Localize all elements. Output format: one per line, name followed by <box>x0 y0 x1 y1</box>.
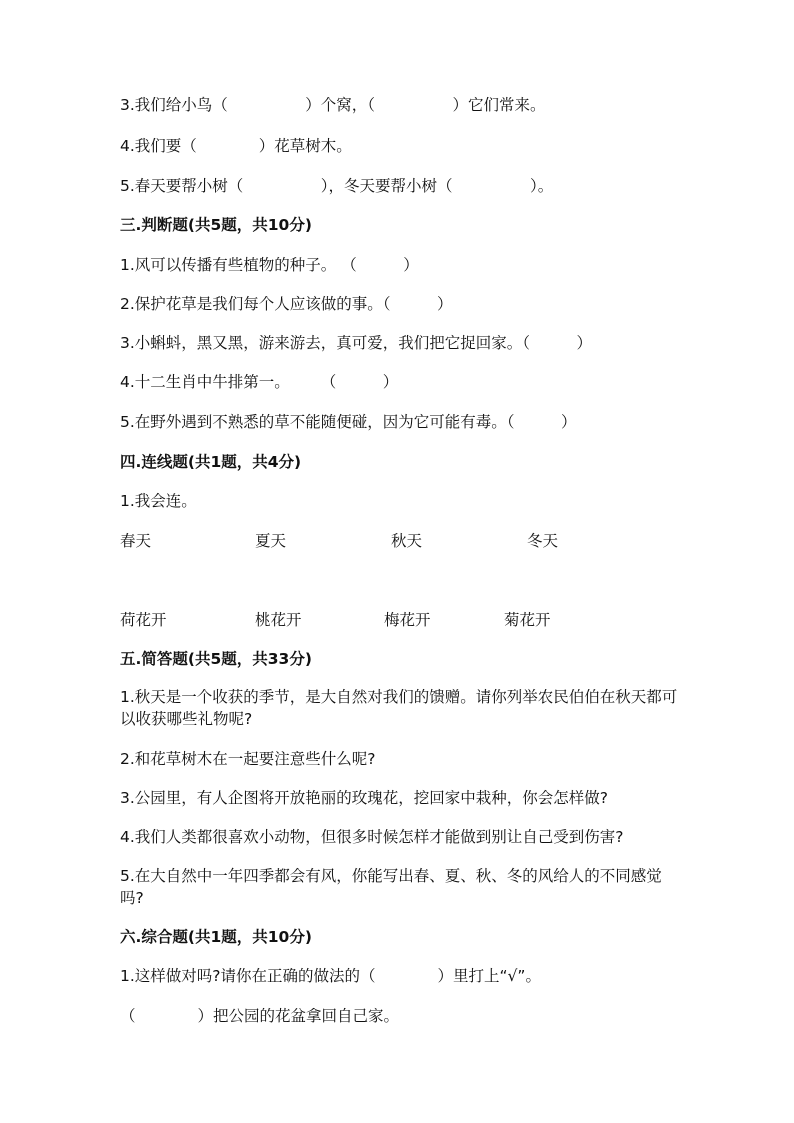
season-spring[interactable]: 春天 <box>120 532 152 550</box>
flower-chrysanthemum[interactable]: 菊花开 <box>504 611 551 629</box>
flower-plum[interactable]: 梅花开 <box>384 611 431 629</box>
short-answer-question-3: 3.公园里，有人企图将开放艳丽的玫瑰花，挖回家中栽种，你会怎样做? <box>120 789 609 807</box>
judgement-question-2: 2.保护花草是我们每个人应该做的事。（ ） <box>120 295 453 313</box>
section-heading-short-answer: 五.简答题(共5题，共33分) <box>120 650 312 668</box>
judgement-question-4: 4.十二生肖中牛排第一。 （ ） <box>120 373 399 391</box>
matching-question: 1.我会连。 <box>120 492 197 510</box>
season-autumn[interactable]: 秋天 <box>391 532 423 550</box>
section-heading-judgement: 三.判断题(共5题，共10分) <box>120 216 312 234</box>
comprehensive-item-1: （ ）把公园的花盆拿回自己家。 <box>120 1007 400 1025</box>
flower-lotus[interactable]: 荷花开 <box>120 611 167 629</box>
flower-peach[interactable]: 桃花开 <box>255 611 302 629</box>
short-answer-question-5: 5.在大自然中一年四季都会有风，你能写出春、夏、秋、冬的风给人的不同感觉吗? <box>120 867 662 907</box>
short-answer-question-2: 2.和花草树木在一起要注意些什么呢? <box>120 750 376 768</box>
fill-question-4: 4.我们要（ ）花草树木。 <box>120 137 352 155</box>
judgement-question-3: 3.小蝌蚪，黑又黑，游来游去，真可爱，我们把它捉回家。（ ） <box>120 334 593 352</box>
section-heading-matching: 四.连线题(共1题，共4分) <box>120 453 302 471</box>
section-heading-comprehensive: 六.综合题(共1题，共10分) <box>120 928 312 946</box>
judgement-question-1: 1.风可以传播有些植物的种子。 （ ） <box>120 256 419 274</box>
comprehensive-question-1: 1.这样做对吗?请你在正确的做法的（ ）里打上“√”。 <box>120 967 541 985</box>
judgement-question-5: 5.在野外遇到不熟悉的草不能随便碰，因为它可能有毒。（ ） <box>120 413 577 431</box>
season-winter[interactable]: 冬天 <box>527 532 559 550</box>
short-answer-question-1: 1.秋天是一个收获的季节，是大自然对我们的馈赠。请你列举农民伯伯在秋天都可以收获哪些礼物呢? <box>120 688 678 728</box>
fill-question-3: 3.我们给小鸟（ ）个窝，（ ）它们常来。 <box>120 96 546 114</box>
short-answer-question-4: 4.我们人类都很喜欢小动物，但很多时候怎样才能做到别让自己受到伤害? <box>120 828 624 846</box>
season-summer[interactable]: 夏天 <box>255 532 287 550</box>
fill-question-5: 5.春天要帮小树（ ），冬天要帮小树（ ）。 <box>120 177 554 195</box>
